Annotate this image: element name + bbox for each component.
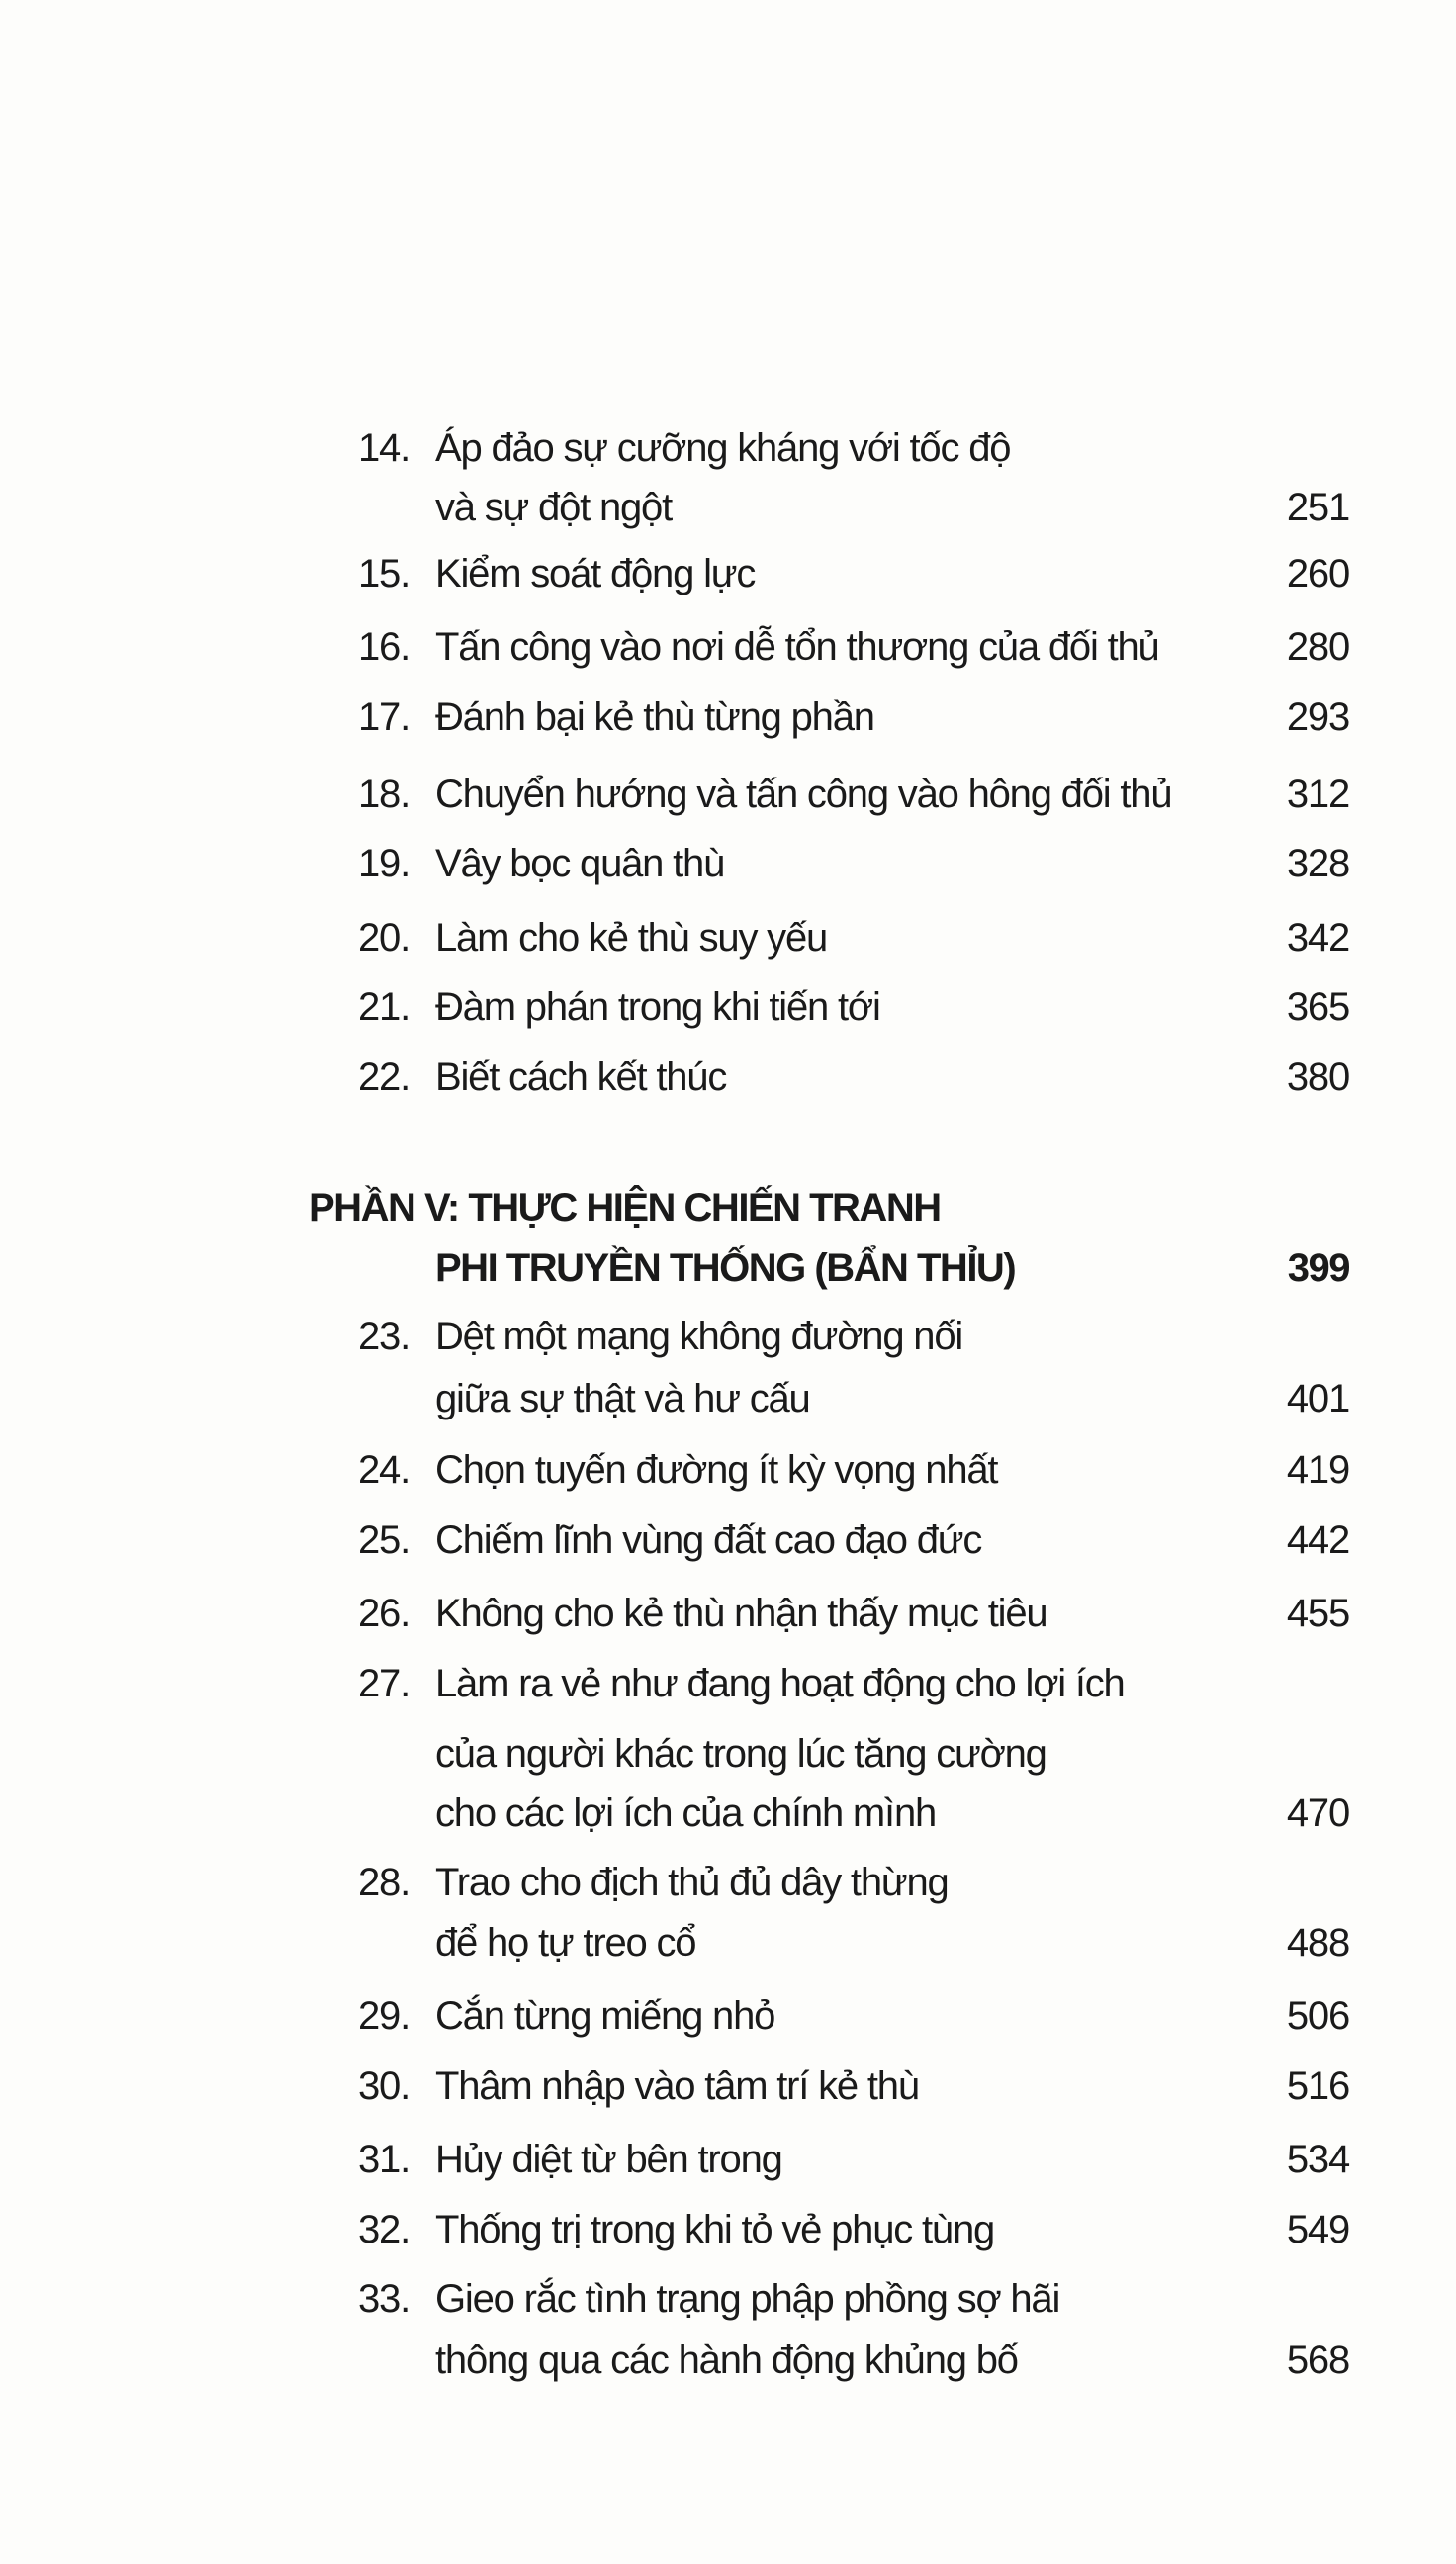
entry-title: Vây bọc quân thù [435,842,725,885]
toc-entry-17 [0,687,1456,748]
toc-entry-23-cont [0,1368,1456,1429]
entry-title: Chiếm lĩnh vùng đất cao đạo đức [435,1518,982,1562]
toc-entry-27-cont [0,1723,1456,1785]
entry-number: 27. [358,1662,410,1705]
toc-entry-27-cont2 [0,1783,1456,1844]
entry-title: Biết cách kết thúc [435,1055,727,1099]
entry-number: 20. [358,916,410,960]
entry-page: 293 [1286,695,1349,739]
toc-entry-33-cont [0,2330,1456,2391]
toc-entry-18 [0,764,1456,825]
entry-page: 455 [1286,1592,1349,1635]
entry-title: Chuyển hướng và tấn công vào hông đối thủ [435,773,1172,816]
entry-page: 312 [1286,773,1349,816]
toc-entry-14-cont [0,477,1456,538]
entry-title: cho các lợi ích của chính mình [435,1791,937,1835]
entry-title: Làm ra vẻ như đang hoạt động cho lợi ích [435,1662,1125,1705]
entry-number: 18. [358,773,410,816]
entry-number: 22. [358,1055,410,1099]
part-heading-line2: PHI TRUYỀN THỐNG (BẨN THỈU) [435,1246,1016,1290]
entry-title: thông qua các hành động khủng bố [435,2338,1018,2382]
toc-entry-30 [0,2056,1456,2117]
entry-page: 442 [1286,1518,1349,1562]
entry-page: 401 [1286,1377,1349,1420]
toc-entry-31 [0,2129,1456,2190]
entry-title: Thống trị trong khi tỏ vẻ phục tùng [435,2208,995,2251]
entry-title: Làm cho kẻ thù suy yếu [435,916,828,960]
entry-title: để họ tự treo cổ [435,1921,696,1965]
entry-page: 251 [1286,486,1349,529]
entry-page: 419 [1286,1448,1349,1492]
entry-title: của người khác trong lúc tăng cường [435,1732,1046,1776]
entry-number: 14. [358,426,410,470]
entry-number: 26. [358,1592,410,1635]
toc-entry-32 [0,2199,1456,2260]
entry-title: Chọn tuyến đường ít kỳ vọng nhất [435,1448,998,1492]
entry-number: 30. [358,2064,410,2108]
toc-entry-14 [0,417,1456,479]
entry-number: 17. [358,695,410,739]
entry-page: 328 [1286,842,1349,885]
entry-number: 19. [358,842,410,885]
entry-number: 24. [358,1448,410,1492]
toc-entry-20 [0,907,1456,968]
part-heading-line1: PHẦN V: THỰC HIỆN CHIẾN TRANH [309,1186,941,1230]
entry-page: 260 [1286,552,1349,595]
toc-entry-25 [0,1510,1456,1571]
entry-number: 33. [358,2277,410,2321]
toc-entry-16 [0,616,1456,678]
entry-title: Thâm nhập vào tâm trí kẻ thù [435,2064,919,2108]
toc-entry-33 [0,2268,1456,2330]
entry-number: 28. [358,1861,410,1904]
toc-entry-28-cont [0,1912,1456,1973]
entry-title: Hủy diệt từ bên trong [435,2138,782,2181]
entry-title: Tấn công vào nơi dễ tổn thương của đối thủ [435,625,1159,669]
entry-page: 534 [1286,2138,1349,2181]
entry-number: 29. [358,1994,410,2038]
entry-title: Đánh bại kẻ thù từng phần [435,695,874,739]
entry-page: 506 [1286,1994,1349,2038]
part-heading-page: 399 [1287,1246,1349,1290]
entry-number: 32. [358,2208,410,2251]
entry-title: Cắn từng miếng nhỏ [435,1994,775,2038]
entry-title: và sự đột ngột [435,486,673,529]
toc-entry-19 [0,833,1456,894]
toc-entry-15 [0,543,1456,604]
toc-entry-26 [0,1583,1456,1644]
entry-page: 342 [1286,916,1349,960]
entry-number: 23. [358,1315,410,1358]
entry-title: Áp đảo sự cưỡng kháng với tốc độ [435,426,1011,470]
entry-page: 365 [1286,985,1349,1029]
entry-page: 568 [1286,2338,1349,2382]
entry-number: 16. [358,625,410,669]
entry-number: 21. [358,985,410,1029]
entry-page: 516 [1286,2064,1349,2108]
toc-entry-28 [0,1852,1456,1913]
entry-page: 470 [1286,1791,1349,1835]
toc-entry-27 [0,1653,1456,1714]
toc-entry-29 [0,1985,1456,2047]
entry-number: 25. [358,1518,410,1562]
entry-page: 549 [1286,2208,1349,2251]
entry-number: 15. [358,552,410,595]
entry-title: Trao cho địch thủ đủ dây thừng [435,1861,949,1904]
entry-title: Kiểm soát động lực [435,552,756,595]
entry-page: 488 [1286,1921,1349,1965]
toc-entry-22 [0,1047,1456,1108]
entry-page: 280 [1286,625,1349,669]
entry-title: giữa sự thật và hư cấu [435,1377,810,1420]
toc-entry-21 [0,976,1456,1038]
entry-page: 380 [1286,1055,1349,1099]
entry-title: Dệt một mạng không đường nối [435,1315,963,1358]
entry-title: Không cho kẻ thù nhận thấy mục tiêu [435,1592,1047,1635]
entry-title: Gieo rắc tình trạng phập phồng sợ hãi [435,2277,1060,2321]
toc-entry-24 [0,1439,1456,1501]
entry-number: 31. [358,2138,410,2181]
entry-title: Đàm phán trong khi tiến tới [435,985,880,1029]
toc-entry-23 [0,1306,1456,1367]
